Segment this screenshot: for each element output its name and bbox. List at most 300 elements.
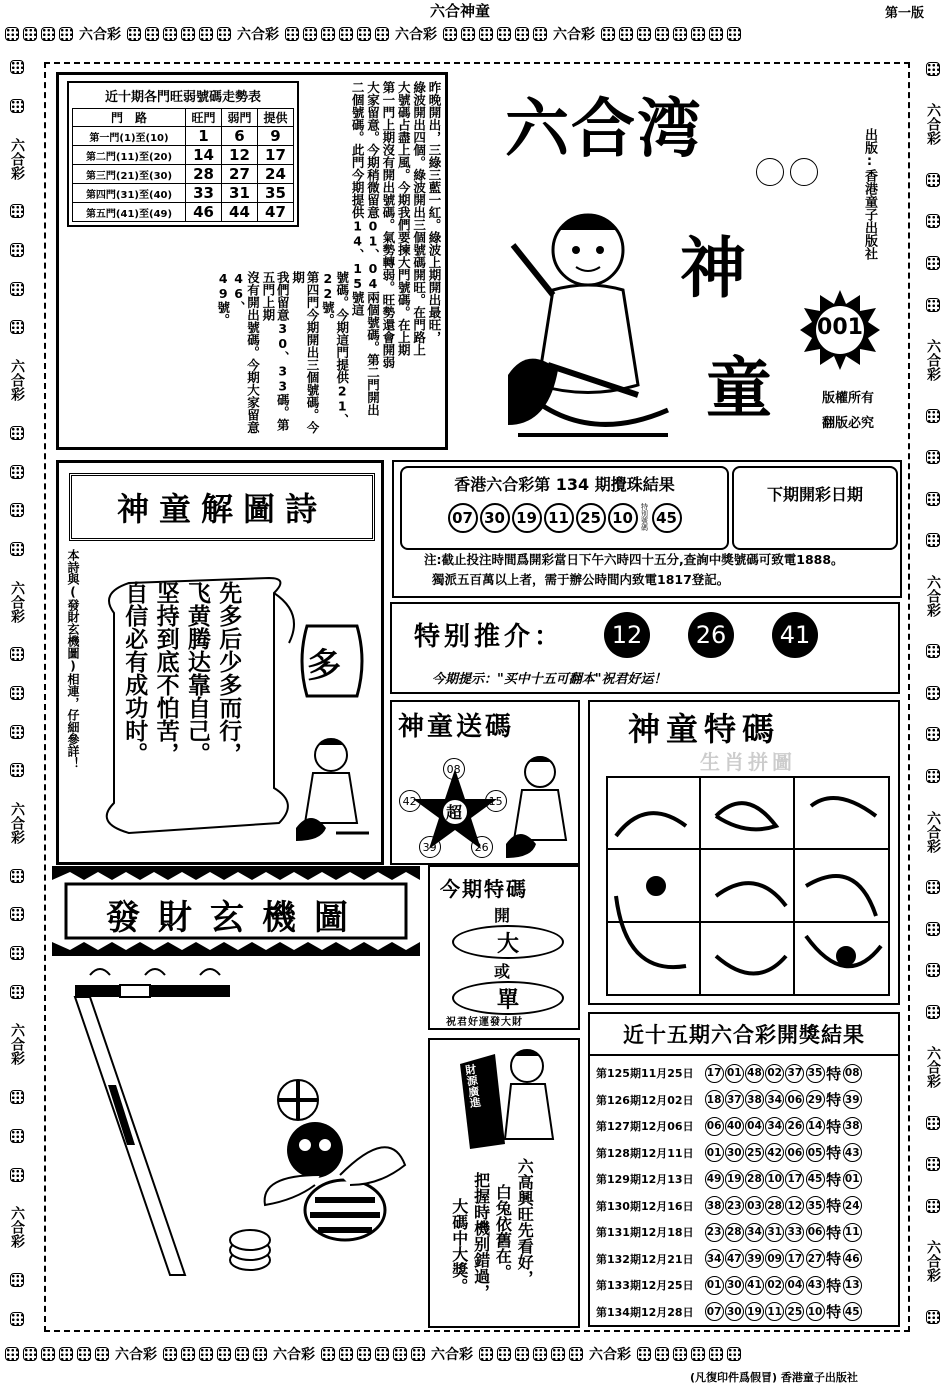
dot-block-icon (339, 27, 353, 41)
table-row (596, 1166, 896, 1193)
dot-block-icon (637, 1347, 651, 1361)
dot-block-icon (926, 769, 940, 783)
special-code-title: 神童特碼 (628, 710, 781, 748)
recommend-numbers (604, 612, 818, 658)
right-border (922, 48, 944, 1338)
history-rows (596, 1060, 896, 1325)
send-code-panel (390, 700, 580, 865)
dot-block-icon (163, 27, 177, 41)
analysis-col: 我們留意30、33碼。第五門上期 (260, 271, 291, 431)
dot-block-icon (926, 644, 940, 658)
history-row-label: 第133期12月25日 (596, 1279, 694, 1293)
dot-block-icon (926, 963, 940, 977)
recommend-label: 特别推介： (414, 622, 565, 652)
dot-block-icon (10, 763, 24, 777)
this-issue-panel (428, 865, 580, 1030)
special-word: 特 (826, 1223, 842, 1242)
table-row (596, 1219, 896, 1246)
dot-block-icon (926, 533, 940, 547)
recommend-ball: 41 (772, 612, 818, 658)
analysis-col: 大號碼占盡上風。今期我們要揀大門號碼。在上期 (396, 81, 412, 356)
history-special-ball: 24 (843, 1196, 862, 1215)
boy-poem-line: 把握時機别錯過， (471, 1172, 491, 1300)
dot-block-icon (375, 27, 389, 41)
history-row-label: 第126期12月02日 (596, 1093, 694, 1107)
history-ball: 02 (765, 1276, 784, 1295)
history-special-ball: 46 (843, 1249, 862, 1268)
history-row-label: 第134期12月28日 (596, 1305, 694, 1319)
dot-block-icon (145, 27, 159, 41)
dot-block-icon (926, 214, 940, 228)
trend-cell: 14 (186, 146, 222, 165)
dot-block-icon (569, 1347, 583, 1361)
dot-block-icon (5, 1347, 19, 1361)
history-row-label: 第128期12月11日 (596, 1146, 694, 1160)
dot-block-icon (181, 27, 195, 41)
history-ball: 30 (725, 1302, 744, 1321)
dot-block-icon (217, 27, 231, 41)
dot-block-icon (533, 1347, 547, 1361)
dot-block-icon (637, 27, 651, 41)
small-boy-illustration (504, 752, 576, 860)
history-ball: 34 (765, 1090, 784, 1109)
dot-block-icon (10, 725, 24, 739)
history-row-label: 第129期12月13日 (596, 1173, 694, 1187)
history-ball: 06 (785, 1090, 804, 1109)
dot-block-icon (533, 27, 547, 41)
dot-block-icon (10, 647, 24, 661)
left-border (6, 48, 28, 1338)
dot-block-icon (10, 243, 24, 257)
dot-block-icon (23, 1347, 37, 1361)
border-label: 六合彩 (273, 1347, 315, 1363)
history-ball: 40 (725, 1117, 744, 1136)
table-row (596, 1113, 896, 1140)
poem-badge: 多 (307, 646, 341, 686)
special-word: 特 (826, 1091, 842, 1110)
trend-cell: 28 (186, 165, 222, 184)
dot-block-icon (551, 1347, 565, 1361)
table-row (596, 1140, 896, 1167)
dot-block-icon (163, 1347, 177, 1361)
result-ball: 25 (576, 503, 606, 533)
boy-scroll-text: 財源廣進 (462, 1063, 482, 1109)
history-ball: 01 (705, 1143, 724, 1162)
dot-block-icon (926, 450, 940, 464)
history-ball: 38 (705, 1196, 724, 1215)
dot-block-icon (10, 204, 24, 218)
special-word: 特 (826, 1276, 842, 1295)
dot-block-icon (691, 27, 705, 41)
history-ball: 19 (745, 1302, 764, 1321)
poem-panel (56, 460, 384, 865)
dot-block-icon (727, 1347, 741, 1361)
dot-block-icon (59, 1347, 73, 1361)
this-issue-open: 開 (494, 906, 511, 925)
trend-header: 旺門 (186, 109, 222, 127)
history-ball: 34 (745, 1223, 764, 1242)
dot-block-icon (285, 27, 299, 41)
history-ball: 18 (705, 1090, 724, 1109)
trend-header: 提供 (257, 109, 293, 127)
send-code-ball: 08 (443, 758, 465, 780)
results-note-2: 獨派五百萬以上者，需于辦公時間内致電1817登記。 (432, 572, 730, 587)
dot-block-icon (357, 27, 371, 41)
odd-oval (452, 981, 564, 1015)
recommend-panel (390, 602, 900, 694)
history-ball: 29 (806, 1090, 825, 1109)
history-ball: 03 (745, 1196, 764, 1215)
dot-block-icon (5, 27, 19, 41)
result-ball: 07 (448, 503, 478, 533)
history-ball: 37 (725, 1090, 744, 1109)
logo-title: 六合湾 (505, 92, 703, 167)
history-special-ball: 38 (843, 1117, 862, 1136)
dot-block-icon (709, 27, 723, 41)
history-ball: 34 (705, 1249, 724, 1268)
dot-block-icon (10, 426, 24, 440)
history-ball: 02 (765, 1064, 784, 1083)
boy-poem-line: 白兔依舊在。 (493, 1184, 513, 1280)
small-boy-illustration (291, 733, 371, 843)
history-ball: 30 (725, 1276, 744, 1295)
dot-block-icon (127, 27, 141, 41)
boy-poem-line: 大碼中大獎。 (449, 1198, 469, 1294)
history-special-ball: 45 (843, 1302, 862, 1321)
logo-circles (756, 158, 818, 190)
dot-block-icon (181, 1347, 195, 1361)
history-ball: 39 (745, 1249, 764, 1268)
dot-block-icon (709, 1347, 723, 1361)
history-ball: 09 (765, 1249, 784, 1268)
history-ball: 37 (785, 1064, 804, 1083)
analysis-col: 大家留意。今期稍微留意01、04兩個號碼。第二門開出 (365, 81, 381, 416)
history-ball: 10 (765, 1170, 784, 1189)
dot-block-icon (497, 27, 511, 41)
dot-block-icon (673, 1347, 687, 1361)
trend-panel (56, 72, 448, 450)
trend-cell: 27 (222, 165, 258, 184)
results-title: 香港六合彩第 134 期攪珠結果 (454, 475, 675, 494)
history-ball: 33 (785, 1223, 804, 1242)
dot-block-icon (10, 907, 24, 921)
dot-block-icon (59, 27, 73, 41)
dot-block-icon (10, 320, 24, 334)
table-row (596, 1246, 896, 1273)
history-special-ball: 08 (843, 1064, 862, 1083)
dot-block-icon (217, 1347, 231, 1361)
table-row (596, 1087, 896, 1114)
dot-block-icon (926, 62, 940, 76)
history-ball: 23 (705, 1223, 724, 1242)
history-ball: 07 (705, 1302, 724, 1321)
table-row (596, 1060, 896, 1087)
this-issue-footer: 祝君好運發大財 (446, 1017, 523, 1028)
table-row (596, 1299, 896, 1326)
border-label: 六合彩 (925, 339, 941, 382)
poem-line: 飞黄腾达靠自己。 (183, 581, 210, 765)
dot-block-icon (926, 1157, 940, 1171)
analysis-col: 49號。 (215, 271, 231, 326)
boy-illustration (488, 195, 688, 445)
result-ball: 10 (608, 503, 638, 533)
send-code-ball: 42 (399, 790, 421, 812)
this-issue-big: 大 (496, 931, 519, 957)
dot-block-icon (10, 946, 24, 960)
history-ball: 19 (725, 1170, 744, 1189)
border-label: 六合彩 (925, 103, 941, 146)
history-ball: 41 (745, 1276, 764, 1295)
dot-block-icon (479, 27, 493, 41)
boy-poem-lines (449, 1158, 535, 1323)
dot-block-icon (10, 99, 24, 113)
top-border (4, 22, 944, 46)
history-ball: 31 (765, 1223, 784, 1242)
border-label: 六合彩 (925, 1046, 941, 1089)
history-ball: 06 (705, 1117, 724, 1136)
border-label: 六合彩 (9, 580, 25, 623)
poem-line: 坚持到底不怕苦， (152, 581, 179, 765)
dot-block-icon (926, 409, 940, 423)
dot-block-icon (461, 27, 475, 41)
special-word: 特 (826, 1170, 842, 1189)
border-label: 六合彩 (589, 1347, 631, 1363)
dot-block-icon (926, 1199, 940, 1213)
history-special-ball: 43 (843, 1143, 862, 1162)
border-label: 六合彩 (9, 802, 25, 845)
dot-block-icon (77, 1347, 91, 1361)
history-ball: 28 (725, 1223, 744, 1242)
trend-cell: 31 (222, 184, 258, 203)
this-issue-title: 今期特碼 (440, 877, 528, 901)
dot-block-icon (619, 27, 633, 41)
border-label: 六合彩 (9, 137, 25, 180)
page-title: 六合神童 (430, 2, 491, 20)
border-label: 六合彩 (115, 1347, 157, 1363)
history-ball: 28 (765, 1196, 784, 1215)
history-ball: 42 (765, 1143, 784, 1162)
rights-1: 版權所有 (822, 391, 875, 406)
special-word: 特 (826, 1117, 842, 1136)
history-ball: 17 (785, 1249, 804, 1268)
dot-block-icon (479, 1347, 493, 1361)
trend-cell: 24 (257, 165, 293, 184)
dot-block-icon (95, 1347, 109, 1361)
footer-note: (凡復印件爲假冒) 香港童子出版社 (690, 1371, 858, 1384)
analysis-col: 沒有開出號碼。今期大家留意46、 (231, 271, 261, 434)
analysis-col: 號碼。今期這門提供21、22號。 (320, 271, 350, 426)
dot-block-icon (673, 27, 687, 41)
history-ball: 28 (745, 1170, 764, 1189)
history-ball: 25 (785, 1302, 804, 1321)
history-ball: 17 (785, 1170, 804, 1189)
dot-block-icon (10, 985, 24, 999)
logo-line3: 童 (706, 349, 772, 427)
publisher: 出版:香港童子出版社 (862, 128, 877, 260)
history-ball: 14 (806, 1117, 825, 1136)
dot-block-icon (10, 1129, 24, 1143)
trend-title: 近十期各門旺弱號碼走勢表 (104, 90, 261, 105)
circle-icon (756, 158, 784, 186)
dot-block-icon (235, 1347, 249, 1361)
history-ball: 10 (806, 1302, 825, 1321)
history-row-label: 第130期12月16日 (596, 1199, 694, 1213)
dot-block-icon (601, 27, 615, 41)
results-balls (402, 503, 727, 533)
history-ball: 34 (765, 1117, 784, 1136)
dot-block-icon (515, 27, 529, 41)
history-ball: 35 (806, 1196, 825, 1215)
history-ball: 01 (705, 1276, 724, 1295)
dot-block-icon (926, 256, 940, 270)
history-ball: 49 (705, 1170, 724, 1189)
result-ball: 19 (512, 503, 542, 533)
send-code-center: 超 (446, 803, 463, 822)
boy-poem-line: 六高興旺先看好， (515, 1158, 535, 1286)
dot-block-icon (339, 1347, 353, 1361)
border-label: 六合彩 (9, 1023, 25, 1066)
history-row-label: 第132期12月21日 (596, 1252, 694, 1266)
puzzle-grid (606, 776, 890, 996)
dot-block-icon (10, 686, 24, 700)
border-label: 六合彩 (237, 27, 279, 43)
trend-row-label: 第二門(11)至(20) (73, 146, 186, 165)
border-label: 六合彩 (9, 1206, 25, 1249)
dot-block-icon (926, 1310, 940, 1324)
history-ball: 35 (806, 1064, 825, 1083)
dot-block-icon (515, 1347, 529, 1361)
dot-block-icon (10, 542, 24, 556)
trend-cell: 47 (257, 203, 293, 222)
dot-block-icon (691, 1347, 705, 1361)
dot-block-icon (10, 503, 24, 517)
trend-cell: 17 (257, 146, 293, 165)
border-label: 六合彩 (925, 810, 941, 853)
history-ball: 47 (725, 1249, 744, 1268)
rights-2: 翻版必究 (822, 416, 875, 431)
boy-poem-panel (428, 1038, 580, 1328)
analysis-col: 昨晚開出，三綠三藍一紅。綠波上期開出最旺， (427, 81, 442, 344)
poem-side-note: 本詩與(發財玄機圖)相連，仔細參詳！ (66, 549, 80, 769)
trend-analysis (119, 81, 441, 441)
send-code-title: 神童送碼 (398, 712, 515, 742)
recommend-ball: 26 (688, 612, 734, 658)
results-note-1: 注:截止投注時間爲開彩當日下午六時四十五分,查詢中獎號碼可致電1888。 (424, 552, 844, 567)
history-ball: 05 (806, 1143, 825, 1162)
recommend-tip: 今期提示："买中十五可翻本"祝君好运！ (432, 672, 667, 687)
dot-block-icon (926, 922, 940, 936)
history-ball: 11 (765, 1302, 784, 1321)
history-ball: 12 (785, 1196, 804, 1215)
this-issue-odd: 單 (496, 987, 519, 1013)
dot-block-icon (321, 27, 335, 41)
history-panel (588, 1012, 900, 1327)
logo-line2: 神 (680, 229, 746, 307)
fortune-title: 發財玄機圖 (106, 898, 366, 938)
history-ball: 43 (806, 1276, 825, 1295)
trend-cell: 46 (186, 203, 222, 222)
dot-block-icon (655, 27, 669, 41)
bottom-border (4, 1342, 944, 1366)
dot-block-icon (357, 1347, 371, 1361)
result-ball: 30 (480, 503, 510, 533)
dot-block-icon (10, 465, 24, 479)
fortune-banner (52, 866, 420, 956)
send-code-ball: 39 (419, 836, 441, 858)
dot-block-icon (303, 27, 317, 41)
fortune-illustration (60, 965, 420, 1295)
dot-block-icon (393, 1347, 407, 1361)
dot-block-icon (443, 27, 457, 41)
history-special-ball: 01 (843, 1170, 862, 1189)
dot-block-icon (926, 298, 940, 312)
dot-block-icon (926, 727, 940, 741)
history-title: 近十五期六合彩開獎結果 (623, 1023, 865, 1047)
dot-block-icon (10, 282, 24, 296)
dot-block-icon (497, 1347, 511, 1361)
history-special-ball: 13 (843, 1276, 862, 1295)
poem-title: 神童解圖詩 (116, 490, 327, 528)
special-code-subtitle: 生肖拼圖 (700, 750, 796, 774)
border-label: 六合彩 (553, 27, 595, 43)
border-label: 六合彩 (431, 1347, 473, 1363)
special-word: 特 (826, 1250, 842, 1269)
dot-block-icon (926, 1116, 940, 1130)
history-ball: 38 (745, 1090, 764, 1109)
dot-block-icon (926, 880, 940, 894)
history-ball: 04 (785, 1276, 804, 1295)
trend-row-label: 第一門(1)至(10) (73, 127, 186, 146)
big-oval (452, 925, 564, 959)
history-ball: 30 (725, 1143, 744, 1162)
dot-block-icon (655, 1347, 669, 1361)
history-ball: 06 (785, 1143, 804, 1162)
history-special-ball: 11 (843, 1223, 862, 1242)
circle-icon (790, 158, 818, 186)
history-row-label: 第131期12月18日 (596, 1226, 694, 1240)
history-ball: 04 (745, 1117, 764, 1136)
dot-block-icon (926, 1005, 940, 1019)
history-ball: 25 (745, 1143, 764, 1162)
trend-header: 門 路 (73, 109, 186, 127)
dot-block-icon (321, 1347, 335, 1361)
next-draw-label: 下期開彩日期 (766, 485, 863, 504)
special-code-panel (588, 700, 900, 1005)
dot-block-icon (926, 173, 940, 187)
analysis-col: 第四門今期開出三個號碼。今期 (290, 271, 320, 434)
trend-row-label: 第四門(31)至(40) (73, 184, 186, 203)
trend-cell: 35 (257, 184, 293, 203)
dot-block-icon (10, 60, 24, 74)
history-ball: 26 (785, 1117, 804, 1136)
results-inner (400, 466, 729, 550)
history-row-label: 第127期12月06日 (596, 1120, 694, 1134)
history-row-label: 第125期11月25日 (596, 1067, 694, 1081)
trend-cell: 1 (186, 127, 222, 146)
history-special-ball: 39 (843, 1090, 862, 1109)
page-label: 第一版 (885, 6, 925, 21)
dot-block-icon (199, 27, 213, 41)
dot-block-icon (10, 1168, 24, 1182)
special-word: 特 (826, 1064, 842, 1083)
results-panel (392, 460, 902, 598)
poem-lines (121, 581, 240, 821)
dot-block-icon (23, 27, 37, 41)
history-ball: 01 (725, 1064, 744, 1083)
trend-header: 弱門 (222, 109, 258, 127)
dot-block-icon (375, 1347, 389, 1361)
result-ball: 11 (544, 503, 574, 533)
